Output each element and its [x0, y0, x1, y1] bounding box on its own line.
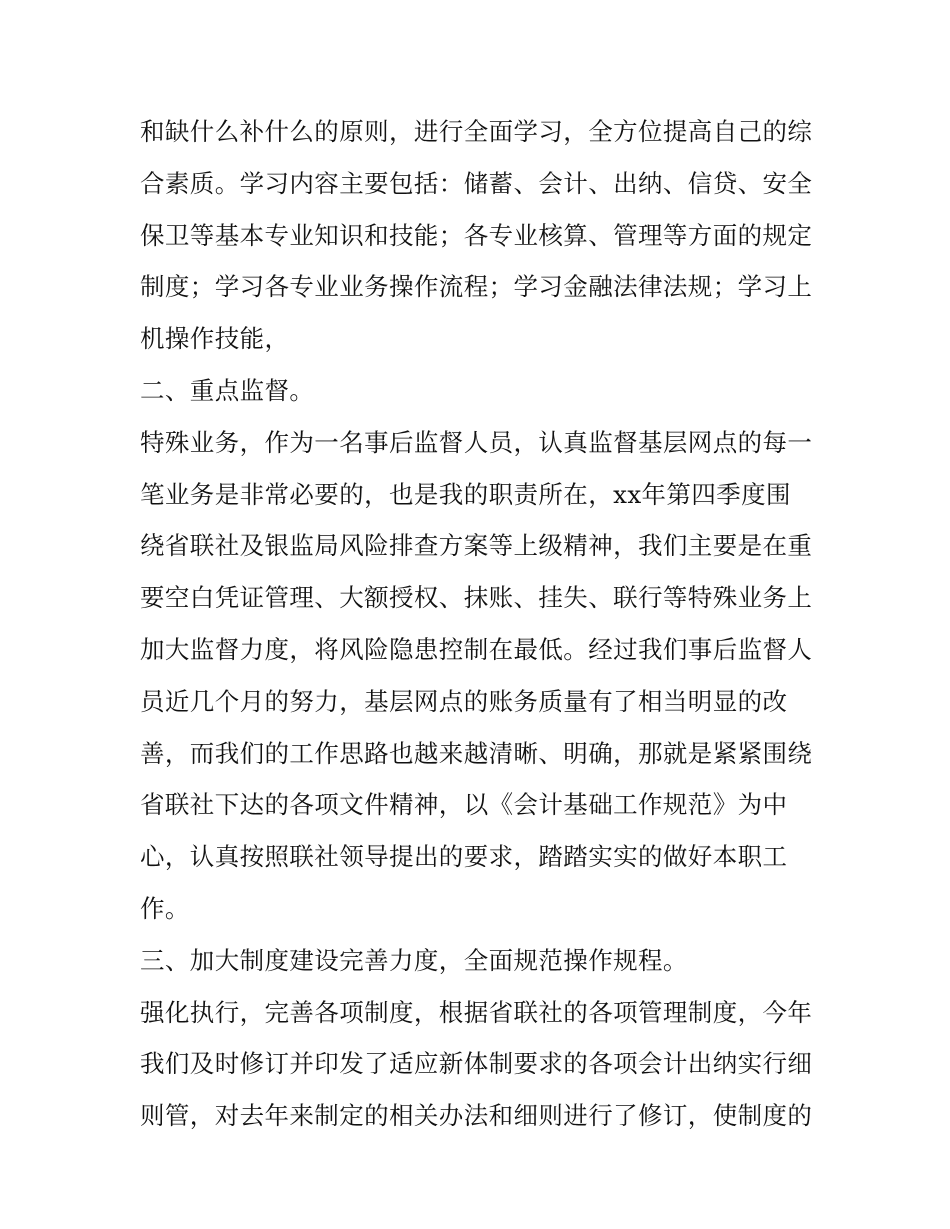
- paragraph-line: 省联社下达的各项文件精神，以《会计基础工作规范》为中: [140, 790, 788, 820]
- paragraph-line: 要空白凭证管理、大额授权、抹账、挂失、联行等特殊业务上: [140, 583, 813, 613]
- paragraph-line: 机操作技能，: [140, 324, 290, 354]
- paragraph-line: 特殊业务，作为一名事后监督人员，认真监督基层网点的每一: [140, 427, 813, 457]
- paragraph-line: 和缺什么补什么的原则，进行全面学习，全方位提高自己的综: [140, 117, 813, 146]
- section-heading: 二、重点监督。: [140, 375, 315, 405]
- paragraph-line: 心，认真按照联社领导提出的要求，踏踏实实的做好本职工: [140, 842, 788, 872]
- section-heading: 三、加大制度建设完善力度，全面规范操作规程。: [140, 945, 688, 975]
- paragraph-line: 员近几个月的努力，基层网点的账务质量有了相当明显的改: [140, 686, 788, 716]
- document-body: [140, 106, 820, 1142]
- paragraph-line: 善，而我们的工作思路也越来越清晰、明确，那就是紧紧围绕: [140, 738, 813, 768]
- paragraph-line: 则管，对去年来制定的相关办法和细则进行了修订，使制度的: [140, 1101, 813, 1131]
- paragraph-line: 保卫等基本专业知识和技能；各专业核算、管理等方面的规定: [140, 220, 813, 250]
- paragraph-line: 制度；学习各专业业务操作流程；学习金融法律法规；学习上: [140, 272, 813, 302]
- paragraph-line: 我们及时修订并印发了适应新体制要求的各项会计出纳实行细: [140, 1049, 813, 1079]
- paragraph-line: 作。: [140, 893, 190, 923]
- paragraph-line: 笔业务是非常必要的，也是我的职责所在，xx年第四季度围: [140, 479, 791, 509]
- paragraph-line: 强化执行，完善各项制度，根据省联社的各项管理制度，今年: [140, 997, 813, 1027]
- paragraph-line: 绕省联社及银监局风险排查方案等上级精神，我们主要是在重: [140, 531, 813, 561]
- paragraph-line: 合素质。学习内容主要包括：储蓄、会计、出纳、信贷、安全: [140, 168, 813, 198]
- paragraph-line: 加大监督力度，将风险隐患控制在最低。经过我们事后监督人: [140, 634, 813, 664]
